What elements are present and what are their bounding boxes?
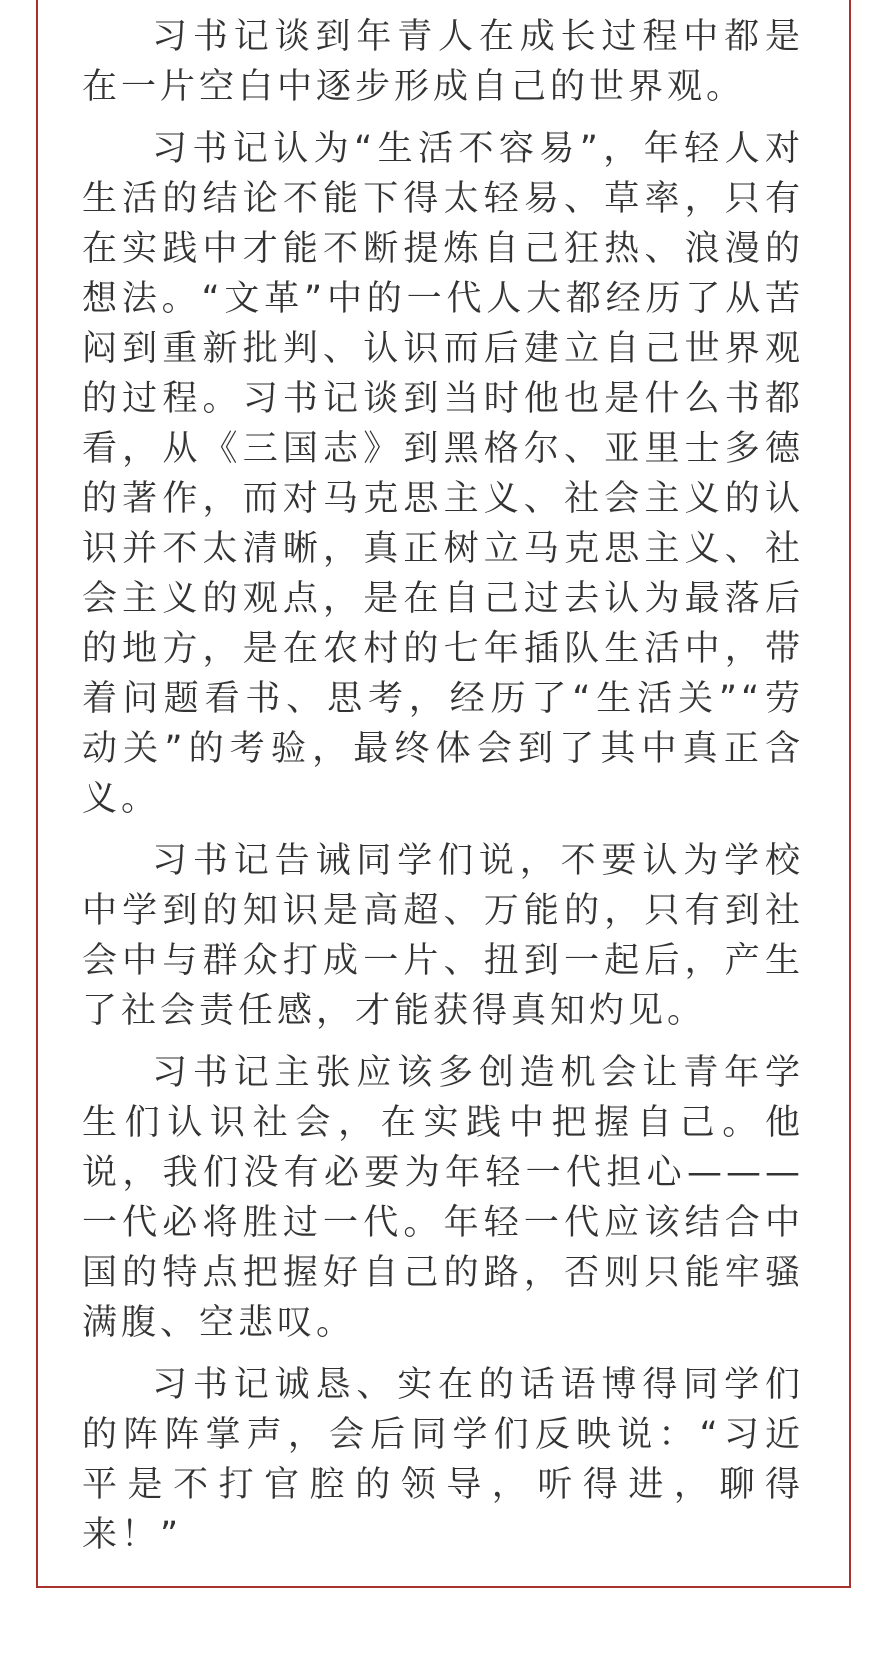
article-body [82, 12, 804, 1572]
paragraph-3: 习书记告诫同学们说，不要认为学校中学到的知识是高超、万能的，只有到社会中与群众打成一片、扭到一起后，产生了社会责任感，才能获得真知灼见。 [82, 841, 804, 1031]
paragraph-1: 习书记谈到年青人在成长过程中都是在一片空白中逐步形成自己的世界观。 [82, 17, 804, 107]
paragraph-2: 习书记认为“生活不容易”，年轻人对生活的结论不能下得太轻易、草率，只有在实践中才能不断提炼自己狂热、浪漫的想法。“文革”中的一代人大都经历了从苦闷到重新批判、认识而后建立自己世界观的过程。习书记谈到当时他也是什么书都看，从《三国志》到黑格尔、亚里士多德的著作，而对马克思主义、社会主义的认识并不太清晰，真正树立马克思主义、社会主义的观点，是在自己过去认为最落后的地方，是在农村的七年插队生活中，带着问题看书、思考，经历了“生活关”“劳动关”的考验，最终体会到了其中真正含义。 [82, 129, 804, 819]
paragraph-4: 习书记主张应该多创造机会让青年学生们认识社会，在实践中把握自己。他说，我们没有必要为年轻一代担心———一代必将胜过一代。年轻一代应该结合中国的特点把握好自己的路，否则只能牢骚满腹、空悲叹。 [82, 1053, 804, 1343]
paragraph-5: 习书记诚恳、实在的话语博得同学们的阵阵掌声，会后同学们反映说：“习近平是不打官腔的领导，听得进，聊得来！” [82, 1365, 804, 1555]
